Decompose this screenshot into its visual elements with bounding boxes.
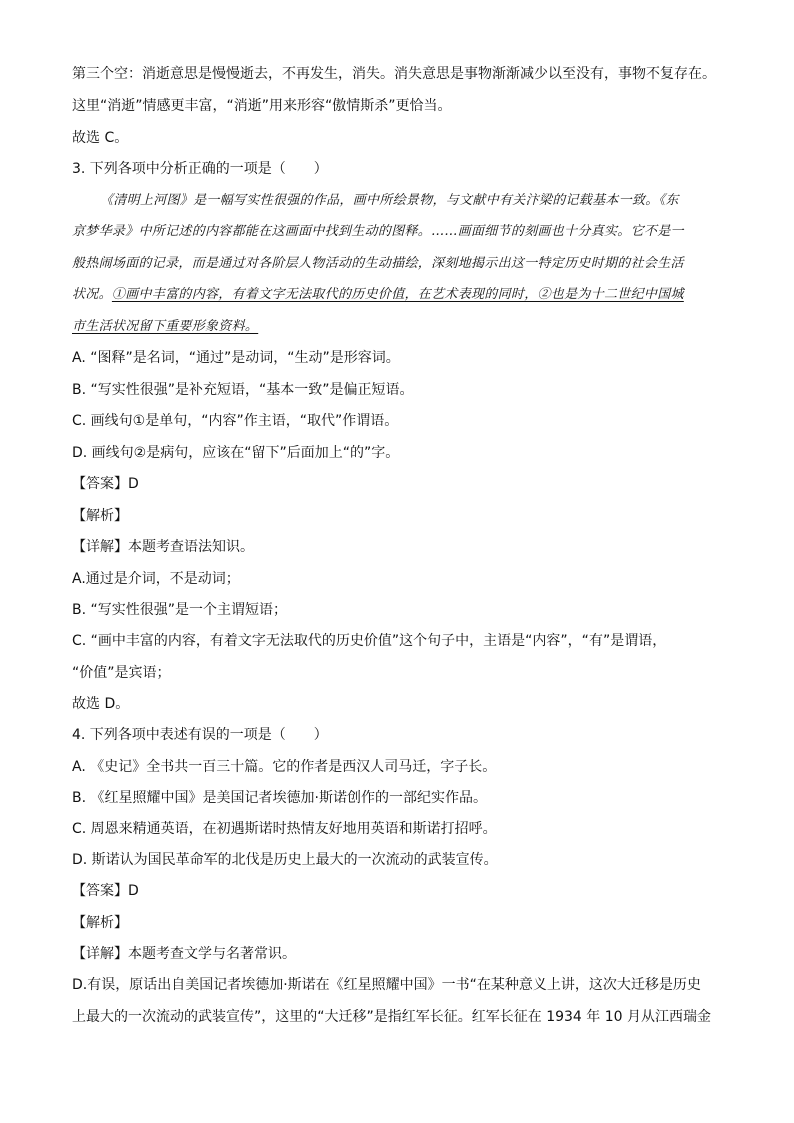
passage-line: 京梦华录》中所记述的内容都能在这画面中找到生动的图释。……画面细节的刻画也十分真实。它不是一 xyxy=(72,224,684,239)
question-3-stem: 3. 下列各项中分析正确的一项是（ ） xyxy=(72,161,328,177)
explanation-line: “价值”是宾语； xyxy=(72,665,171,681)
explanation-line: B. “写实性很强”是一个主谓短语； xyxy=(72,602,288,618)
option-d: D. 画线句②是病句，应该在“留下”后面加上“的”字。 xyxy=(72,445,400,461)
detail-label: 【详解】本题考查语法知识。 xyxy=(72,539,254,555)
option-c: C. 周恩来精通英语，在初遇斯诺时热情友好地用英语和斯诺打招呼。 xyxy=(72,821,497,837)
explanation-line: C. “画中丰富的内容，有着文字无法取代的历史价值”这个句子中，主语是“内容”，“有”是谓语， xyxy=(72,633,667,649)
explanation-line: D.有误，原话出自美国记者埃德加·斯诺在《红星照耀中国》一书“在某种意义上讲，这次大迁移是历史 xyxy=(72,977,701,993)
option-b: B. 《红星照耀中国》是美国记者埃德加·斯诺创作的一部纪实作品。 xyxy=(72,790,487,806)
passage-text: 状况。 xyxy=(72,287,112,302)
option-c: C. 画线句①是单句，“内容”作主语，“取代”作谓语。 xyxy=(72,413,399,429)
option-a: A. 《史记》全书共一百三十篇。它的作者是西汉人司马迁，字子长。 xyxy=(72,759,497,775)
option-d: D. 斯诺认为国民革命军的北伐是历史上最大的一次流动的武装宣传。 xyxy=(72,852,498,868)
underlined-sentence: 市生活状况留下重要形象资料。 xyxy=(72,319,259,334)
conclusion-line: 故选 C。 xyxy=(72,130,129,146)
explanation-line: 上最大的一次流动的武装宣传”，这里的“大迁移”是指红军长征。红军长征在 1934 年 10 月从江西瑞金 xyxy=(72,1009,712,1025)
analysis-label: 【解析】 xyxy=(72,508,128,524)
passage-line: 《清明上河图》是一幅写实性很强的作品，画中所绘景物，与文献中有关汴梁的记载基本一致。《东 xyxy=(100,193,679,208)
question-4-stem: 4. 下列各项中表述有误的一项是（ ） xyxy=(72,727,328,743)
explanation-line: 第三个空：消逝意思是慢慢逝去，不再发生，消失。消失意思是事物渐渐减少以至没有，事物不复存在。 xyxy=(72,66,716,82)
passage-line: 般热闹场面的记录，而是通过对各阶层人物活动的生动描绘，深刻地揭示出这一特定历史时期的社会生活 xyxy=(72,256,684,271)
underlined-sentence: ①画中丰富的内容，有着文字无法取代的历史价值，在艺术表现的同时，②也是为十二世纪中国城 xyxy=(111,287,684,302)
answer-label: 【答案】D xyxy=(72,476,139,492)
conclusion-line: 故选 D。 xyxy=(72,696,130,712)
answer-label: 【答案】D xyxy=(72,883,139,899)
explanation-line: 这里“消逝”情感更丰富，“消逝”用来形容“傲情斯杀”更恰当。 xyxy=(72,98,452,114)
detail-label: 【详解】本题考查文学与名著常识。 xyxy=(72,946,296,962)
option-b: B. “写实性很强”是补充短语，“基本一致”是偏正短语。 xyxy=(72,382,414,398)
analysis-label: 【解析】 xyxy=(72,915,128,931)
option-a: A. “图释”是名词，“通过”是动词，“生动”是形容词。 xyxy=(72,350,400,366)
passage-line xyxy=(72,285,684,305)
explanation-line: A.通过是介词，不是动词； xyxy=(72,571,240,587)
